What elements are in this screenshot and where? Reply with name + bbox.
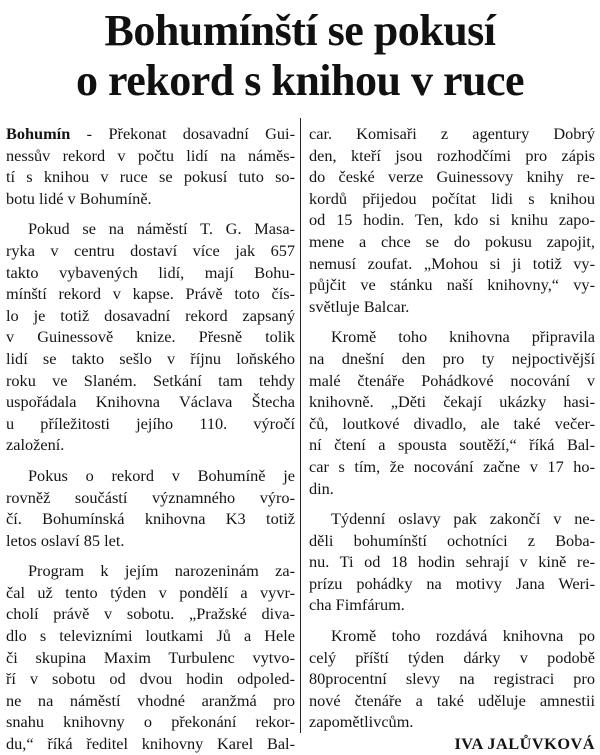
text-line: čal už tento týden v pondělí a vyvr- (6, 582, 295, 602)
text-line: ne na náměstí vhodné aranžmá pro (6, 690, 295, 710)
text-line: Pokus o rekord v Bohumíně je (28, 465, 295, 485)
text-line: nu. Ti od 18 hodin sehrají v kině re- (309, 552, 595, 572)
text-line: v Guinessově knize. Přesně tolik (6, 327, 295, 347)
text-line: nemusí zoufat. „Mohou si ji totiž vy- (309, 253, 595, 273)
text-line: nessův rekord v počtu lidí na náměs- (6, 145, 295, 165)
author-byline: IVA JALŮVKOVÁ (454, 734, 595, 754)
article-column-right (309, 123, 595, 755)
text-line: půjčit ve stánku naší knihovny,“ vy- (309, 275, 595, 295)
text-line: car. Komisaři z agentury Dobrý (309, 124, 595, 143)
text-line: roku ve Slaném. Setkání tam tehdy (6, 370, 295, 390)
text-line: botu lidé v Bohumíně. (6, 188, 152, 208)
text-line: cholí právě v sobotu. „Pražské diva- (6, 604, 295, 624)
text-line: do české verze Guinessovy knihy re- (309, 167, 595, 187)
text-line: ryka v centru dostaví více jak 657 (6, 240, 295, 260)
text-line: Program k jejím narozeninám za- (28, 561, 295, 581)
text-line: den, kteří jsou rozhodčími pro zápis (309, 145, 595, 165)
article-headline (0, 6, 600, 106)
text-line: Pokud se na náměstí T. G. Masa- (28, 219, 295, 239)
text-line: u příležitosti jejího 110. výročí (6, 413, 295, 433)
text-line: děli bohumínští ochotníci z Boba- (309, 530, 595, 550)
text-line: od 15 hodin. Ten, kdo si knihu zapo- (309, 210, 595, 230)
text-line: cha Fimfárum. (309, 595, 405, 615)
text-line: rovněž součástí významného výro- (6, 487, 295, 507)
text-line: Bohumín - Překonat dosavadní Gui- (6, 124, 295, 143)
text-line: letos oslaví 85 let. (6, 530, 125, 550)
article-column-left (6, 123, 295, 755)
text-line: ní čtení a spousta soutěží,“ říká Bal- (309, 435, 595, 455)
text-line: tí s knihou v ruce se pokusí tuto so- (6, 167, 295, 187)
text-line: knihovně. „Děti čekají ukázky hasi- (309, 392, 595, 412)
headline-line-1: Bohumínští se pokusí (104, 6, 496, 55)
text-line: nové čtenáře a také uděluje amnestii (309, 690, 595, 710)
text-line: mínští rekord v kapse. Právě toto čís- (6, 284, 295, 304)
text-line: zapomětlivcům. (309, 712, 414, 732)
text-line: založení. (6, 435, 65, 455)
text-line: či skupina Maxim Turbulenc vytvo- (6, 647, 295, 667)
text-line: car s tím, že nocování začne v 17 ho- (309, 456, 595, 476)
text-line: Kromě toho knihovna připravila (331, 327, 595, 347)
text-line: uspořádala Knihovna Václava Štecha (6, 392, 295, 412)
text-line: dlo s televizními loutkami Jů a Hele (6, 626, 295, 646)
text-line: prízu pohádky na motivy Jana Weri- (309, 573, 595, 593)
text-line: světluje Balcar. (309, 296, 410, 316)
text-line: mene a chce se do pokusu zapojit, (309, 231, 595, 251)
text-line: ří v sobotu od dvou hodin odpoled- (6, 669, 295, 689)
text-line: du,“ říká ředitel knihovny Karel Bal- (6, 734, 295, 754)
text-line: čí. Bohumínská knihovna K3 totiž (6, 509, 295, 529)
column-divider (300, 118, 301, 733)
headline-line-2: o rekord s knihou v ruce (75, 56, 525, 105)
text-line: snahu knihovny o překonání rekor- (6, 712, 295, 732)
text-line: takto vybavených lidí, mají Bohu- (6, 262, 295, 282)
text-line: celý příští týden dárky v podobě (309, 647, 595, 667)
dateline: Bohumín (6, 124, 71, 143)
text-line: din. (309, 478, 334, 498)
text-line: Kromě toho rozdává knihovna po (331, 626, 595, 646)
text-line: čů, loutkové divadlo, ale také večer- (309, 413, 595, 433)
text-line: na dnešní den pro ty nejpoctivější (309, 348, 595, 368)
text-line: 80procentní slevy na registraci pro (309, 669, 595, 689)
text-line: lo je totiž dosavadní rekord zapsaný (6, 305, 295, 325)
text-line: lidí se takto sešlo v říjnu loňského (6, 348, 295, 368)
text-line: malé čtenáře Pohádkové nocování v (309, 370, 595, 390)
text-line: Týdenní oslavy pak zakončí v ne- (331, 509, 595, 529)
text-line: kordů přijedou počítat lidi s knihou (309, 188, 595, 208)
